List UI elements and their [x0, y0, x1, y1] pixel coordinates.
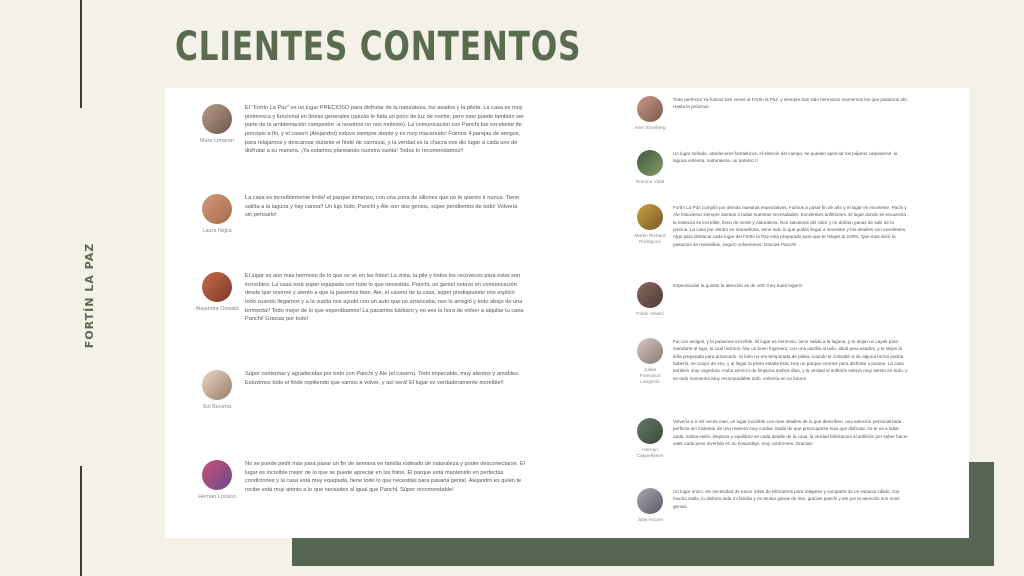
review-author	[195, 272, 239, 313]
review-text: Espectacular la quinta! la atención es de 10!!! muy buen lugar!!!	[673, 283, 803, 288]
review-item	[195, 460, 525, 501]
reviewer-name: Julian Francisco Langevin	[639, 368, 661, 386]
reviewer-name: Martin Richard Rodriguez	[634, 234, 666, 246]
review-item	[633, 96, 909, 132]
reviewer-name: Pablo Velasz	[636, 312, 664, 317]
reviewer-name: Maru Limaran	[200, 138, 234, 144]
avatar	[637, 488, 663, 514]
review-item	[633, 418, 909, 460]
review-text: Un lugar único, sin necesidad de hacer miles de kilómetros para relajarse y compartir de un espacio cálido, con mucho estilo, lo disfruto toda mi familia y no tenían ganas de irse, gracias panchi y ale por la atención son unos genios.	[673, 489, 900, 509]
review-author	[195, 104, 239, 145]
reviewer-name: Hernan Lozano	[198, 494, 236, 500]
review-text: Fui con amigos, y la pasamos increíble. El lugar es hermoso, tiene salida a la laguna, y te dejan un cayak para mandarte al lago, lo cual hicimos, hay un buen fogonero, con una parrilla al lado, ideal para asados, y te dejan la leña preparada para arrancarlo. Si bien no era temporada de pileta, cuando le consulté si de alguna forma podría haberlo, se ocupó de eso, y al llegar la pileta estaba lista. Hay un parque enorme para disfrutar o pasear. La casa también muy cogedora. Hubo servicio de limpieza ambos días, y la verdad el anfitrión estuvo muy atento en todo, y en todo momento! Muy recomendable todo, volvería en un futuro!	[673, 339, 908, 381]
side-label	[60, 242, 120, 348]
review-author	[195, 370, 239, 411]
review-item	[633, 338, 909, 387]
avatar	[637, 96, 663, 122]
review-text: No se puede pedir más para pasar un fin de semana en familia rodeado de naturaleza y poder desconectarse. El lugar es increíble mejor de lo que se puede apreciar en las fotos. El parque está mantenido en perfectas condiciones y la casa está muy equipada, tiene todo lo que necesitás para pasarla genial. Alejandro es quien te recibe está muy atento a lo que necesites al igual que Panchi. Súper recomendable!	[245, 461, 525, 493]
review-item	[633, 204, 909, 248]
avatar	[637, 150, 663, 176]
review-item	[195, 272, 525, 324]
review-item	[633, 150, 909, 186]
avatar	[202, 370, 232, 400]
reviewer-name: Hernan Cappellaries	[636, 448, 664, 460]
review-text: El "Fortín La Paz" es un lugar PRECIOSO para disfrutar de la naturaleza, los asados y la pileta. La casa es muy pintoresca y funcional en líneas generales (quizás le falta un poco de luz de noche, pero esto puede también ser parte de la ambientación campestre -a nosotros no nos molestó). La comunicación con Panchi fue excelente de principio a fin, y el casero (Alejandro) estuvo siempre atento y es muy macanudo! Fuimos 4 parejas de amigos, para relajarnos y descansar durante el finde de carnaval, y la verdad es la chacra nos dio lugar a cada uno de disfrutar a su manera. ¡Ya estamos planeando nuestra vuelta! Todos lo recomendamos!!	[245, 105, 524, 155]
page-title: CLIENTES CONTENTOS	[175, 24, 582, 70]
review-author	[633, 488, 667, 524]
reviewer-name: Sol Becerra	[202, 404, 232, 410]
review-item	[195, 104, 525, 156]
reviewer-name: Ariel Simeberg	[634, 126, 666, 131]
review-item	[195, 194, 525, 235]
reviewer-name: Julia Ascani	[637, 518, 663, 523]
review-text: La casa es increíblemente linda! el parque inmenso, con una zona de sillones que no te querés ir nunca. Tiene salida a la laguna y hay canoa!! Un lujo todo, Panchi y Ale son dos genios, súper pendientes de todo! Volvería sin pensarlo!	[245, 195, 520, 219]
review-author	[633, 282, 667, 318]
avatar	[202, 460, 232, 490]
avatar	[202, 194, 232, 224]
review-author	[633, 204, 667, 246]
review-text: Un lugar soñado, atardeceres fantásticos, el silencio del campo, se pueden apreciar los pájaros carpinteros, la laguna extensa, natruraleza, un paraíso.!!	[673, 151, 898, 164]
review-text: El lugar es aún más hermoso de lo que se ve en las fotos! La vista, la pile y todos los recovecos para estar son increíbles. La casa está súper equipada con todo lo que necesitás. Panchi, un genio! estuvo en comunicación desde que reservé y atento a que la pasemos bien. Ale, el casero de la casa, súper predispuesto nos explicó todo cuando llegamos y a la vuelta nos ayudó con un auto que no arrancaba, nos lo arregló y todo abajo de una tormenta!! Todo mejor de lo que esperábamos! La pasamos bárbaro y no veo la hora de volver a alquilar tu casa Panchi! Gracias por todo!	[245, 273, 524, 323]
avatar	[637, 418, 663, 444]
reviews-card	[165, 88, 969, 538]
decorative-line-top	[80, 0, 82, 108]
review-author	[633, 418, 667, 460]
review-item	[633, 282, 909, 318]
reviewer-name: Alejandra Oswald	[195, 306, 239, 312]
review-item	[195, 370, 525, 411]
decorative-line-bottom	[80, 466, 82, 576]
review-author	[633, 96, 667, 132]
review-author	[633, 338, 667, 387]
review-text: Súper contentas y agradecidas por todo con Panchi y Ale (el casero). Todo impecable, muy atentos y amables. Estuvimos todo el finde repitiendo que vamos a volver, y así será! El lugar es verdaderamente increíble!!	[245, 371, 520, 386]
avatar	[637, 282, 663, 308]
review-text: Volvería a ir mil veces mas, un lugar increíble con mas detalles de lo que describen, una atención personalizada perfecta sin molestar de una manera muy cordial. Nada de que preocuparse mas que disfrutar, no te va a faltar nada. Sobra estilo ,limpieza y equilibrio en cada detalle de la casa, la verdad felicitamos al anfitrión por saber hacer valer cada peso invertido en su hospedaje, muy conformes. Gracias!	[673, 419, 908, 447]
avatar	[202, 272, 232, 302]
reviewer-name: Laura Niglia	[202, 228, 232, 234]
avatar	[637, 204, 663, 230]
review-text: Fortín La Paz cumplió por demás nuestras expectativas. Fuimos a pasar fin de año y el lugar es excelente. Pachi y Ale estuvieron siempre atentos a todas nuestras necesidades. Excelentes anfitriones. El lugar donde se encuentra la estancia es increíble, lleno de verde y naturaleza. Nos salvamos del calor y no debían ganas de salir de la piscina. La casa por dentro es maravillosa, tiene todo lo que podés llegar a necesitar y los detalles son excelentes. Algo para destacar cada lugar del Fortín la Paz está preparado para que te relajes al 100%. Que mas decir la pasamos de maravillas, seguro volveremos. Gracias Panchi!	[673, 205, 907, 247]
review-author	[195, 460, 239, 501]
avatar	[202, 104, 232, 134]
review-text: Todo perfecto! Ya fuimos tres veces al Fortín la Paz, y siempre han sido hermosos momentos los que pasamos ahí. Hasta la próxima!	[673, 97, 908, 110]
review-item	[633, 488, 909, 524]
review-author	[195, 194, 239, 235]
side-label-text: FORTÍN LA PAZ	[83, 242, 97, 348]
review-author	[633, 150, 667, 186]
reviewer-name: Romina Vidal	[635, 180, 665, 185]
avatar	[637, 338, 663, 364]
